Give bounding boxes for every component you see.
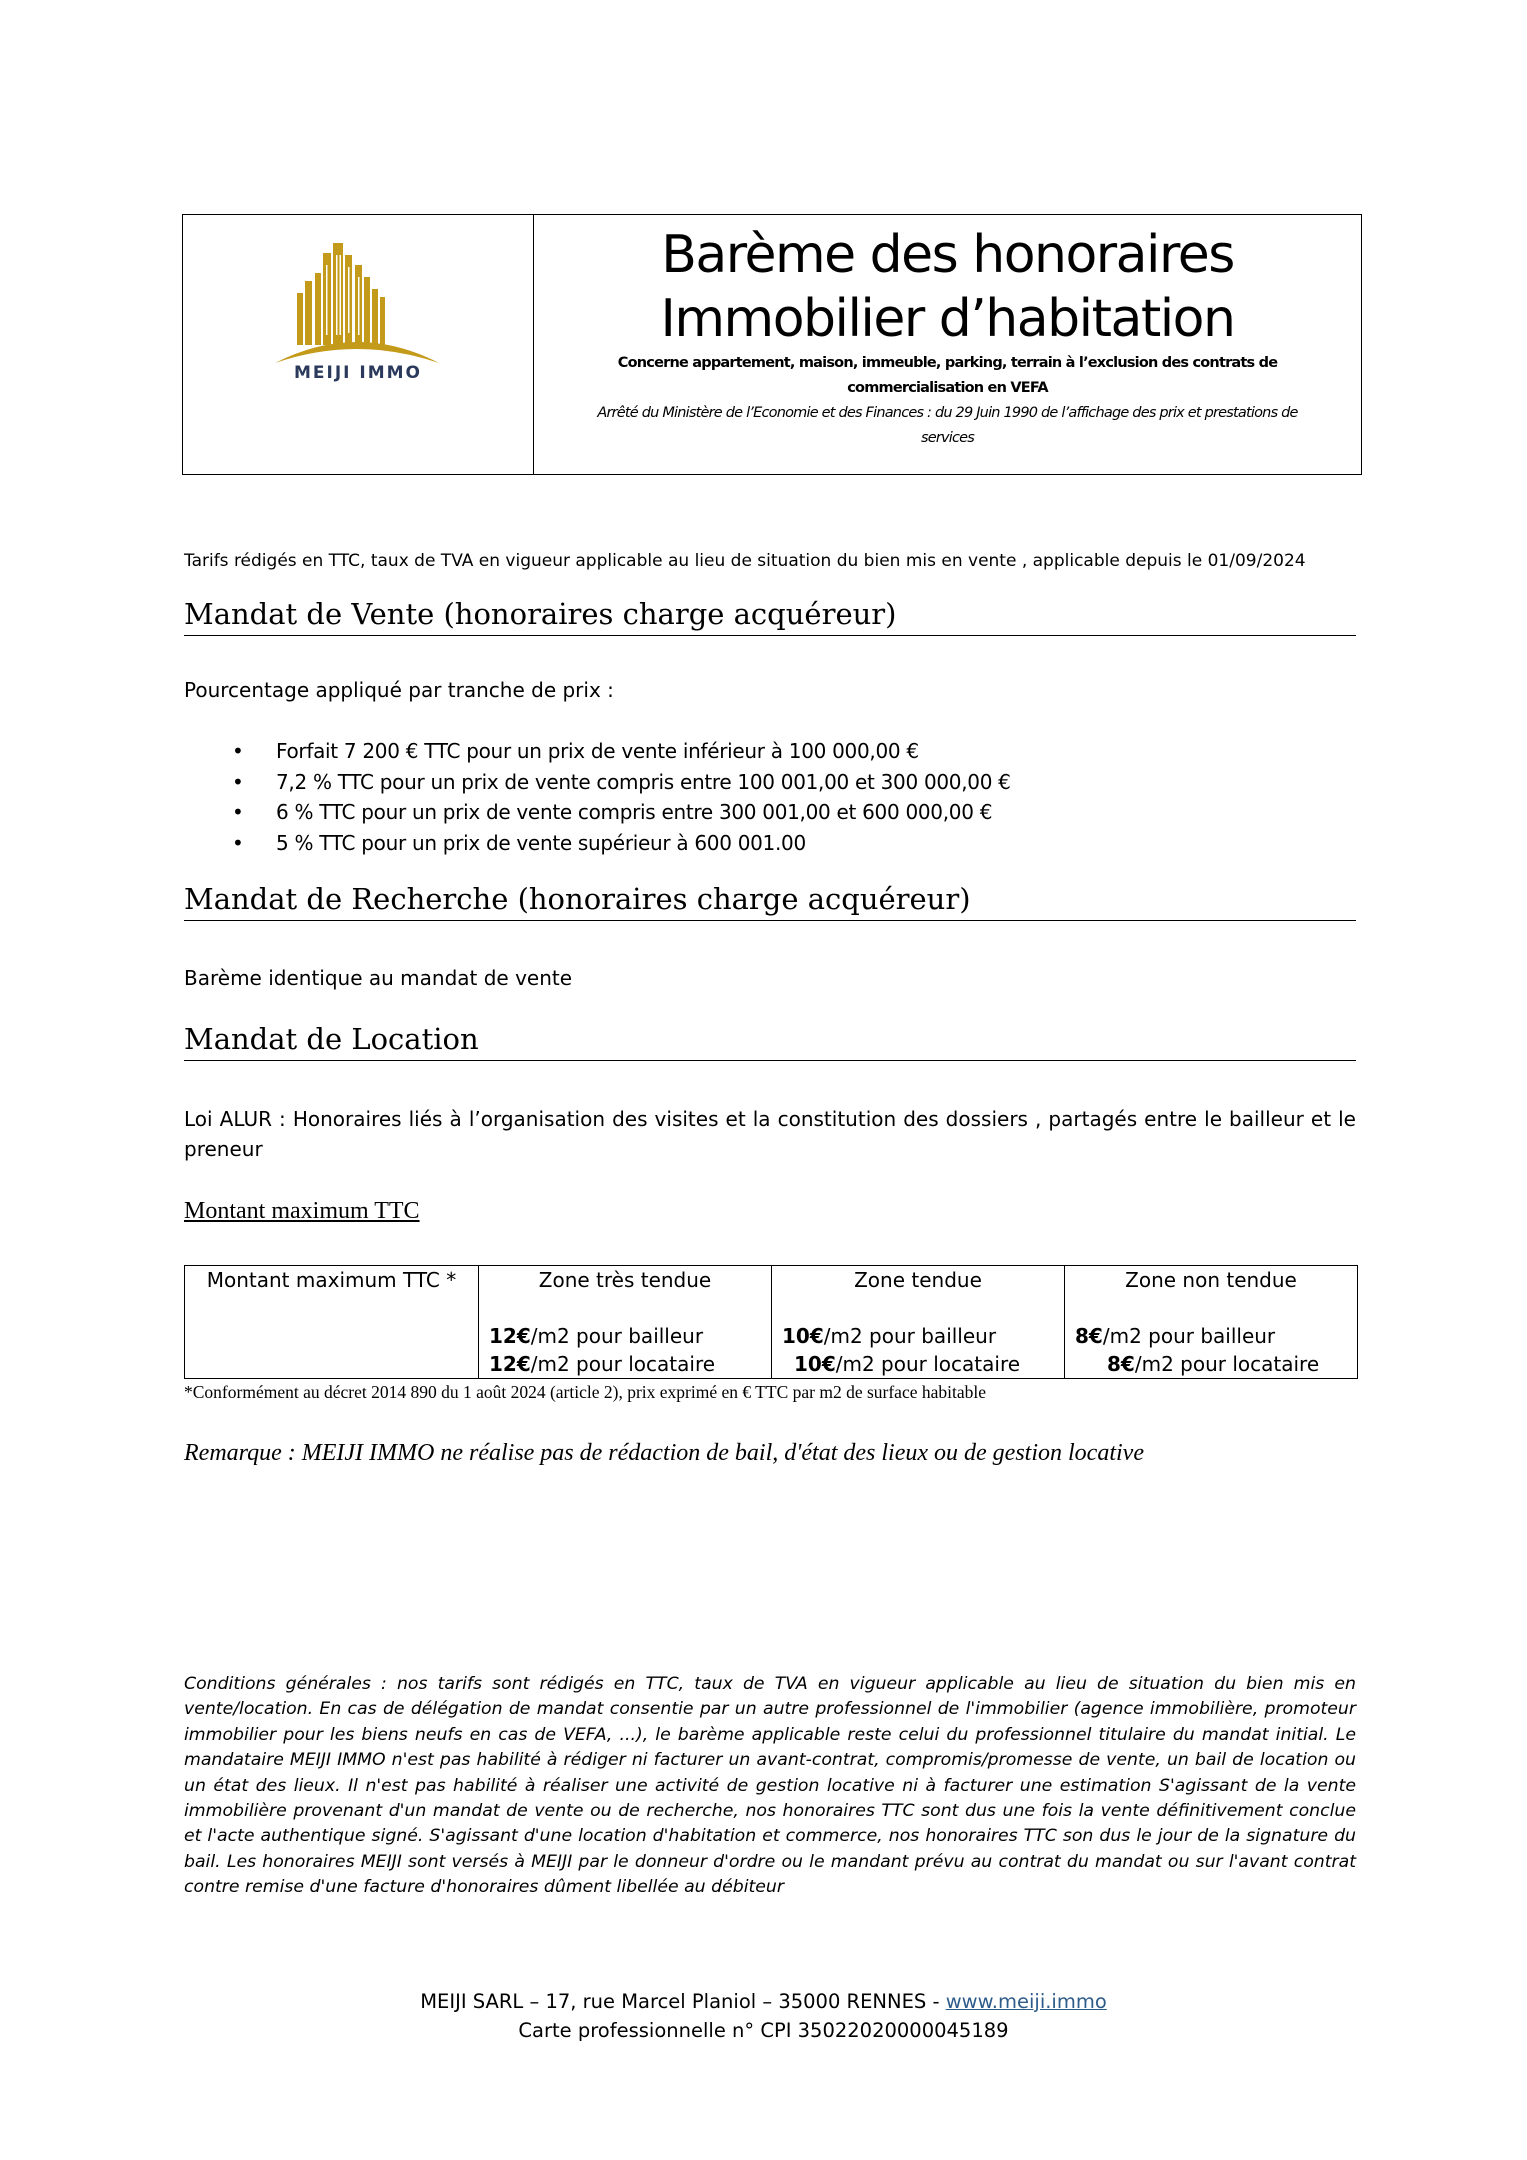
conditions-generales: Conditions générales : nos tarifs sont rédigés en TTC, taux de TVA en vigueur applicable au lieu de situation du bien mis en vente/location. En cas de délégation de mandat consentie par un autre professionnel de l'immobilier (agence immobilière, promoteur immobilier pour les biens neufs en cas de VEFA, ...), le barème applicable reste celui du professionnel titulaire du mandat initial. Le mandataire MEIJI IMMO n'est pas habilité à rédiger ni facturer un avant-contrat, compromis/promesse de vente, un bail de location ou un état des lieux. Il n'est pas habilité à réaliser une activité de gestion locative ni à facturer une estimation S'agissant de la vente immobilière provenant d'un mandat de vente ou de recherche, nos honoraires TTC sont dus une fois la vente définitivement conclue et l'acte authentique signé. S'agissant d'une location d'habitation et commerce, nos honoraires TTC son dus le jour de la signature du bail. Les honoraires MEIJI sont versés à MEIJI par le donneur d'ordre ou le mandant prévu au contrat du mandat ou sur l'avant contrat contre remise d'une facture d'honoraires dûment libellée au débiteur [184, 1674, 1356, 1898]
bullet-icon: • [232, 830, 244, 855]
section-heading-recherche: Mandat de Recherche (honoraires charge acquéreur) [184, 882, 1356, 921]
table-header-zone-tres-tendue: Zone très tendue [538, 1268, 712, 1292]
location-fee-table [184, 1265, 1358, 1379]
table-header-zone-tendue: Zone tendue [854, 1268, 982, 1292]
website-link[interactable]: www.meiji.immo [945, 1990, 1107, 2013]
footer-card-number: Carte professionnelle n° CPI 35022020000045189 [518, 2019, 1009, 2042]
table-header-montant: Montant maximum TTC * [185, 1266, 479, 1379]
zone-tres-tendue-cell [479, 1266, 772, 1379]
decree-footnote: *Conformément au décret 2014 890 du 1 août 2024 (article 2), prix exprimé en € TTC par m2 de surface habitable [184, 1382, 986, 1402]
loi-alur-text: Loi ALUR : Honoraires liés à l’organisation des visites et la constitution des dossiers , partagés entre le bailleur et le preneur [184, 1107, 1356, 1161]
rate-locataire: 12€/m2 pour locataire [489, 1352, 716, 1376]
decree-subtitle: Arrêté du Ministère de l’Economie et des Finances : du 29 Juin 1990 de l’affichage des prix et prestations de services [597, 405, 1298, 446]
recherche-text: Barème identique au mandat de vente [184, 966, 573, 990]
zone-tendue-cell [772, 1266, 1065, 1379]
montant-title: Montant maximum TTC [184, 1198, 420, 1224]
list-item: • 5 % TTC pour un prix de vente supérieur à 600 001.00 [184, 828, 1356, 859]
table-row [185, 1266, 1358, 1379]
scope-subtitle: Concerne appartement, maison, immeuble, parking, terrain à l’exclusion des contrats de commercialisation en VEFA [617, 355, 1278, 396]
logo-cell [183, 215, 534, 474]
title-line-1: Barème des honoraires [661, 225, 1234, 285]
header-box [182, 214, 1362, 475]
intro-text: Tarifs rédigés en TTC, taux de TVA en vigueur applicable au lieu de situation du bien mis en vente , applicable depuis le 01/09/2024 [184, 551, 1306, 571]
section-heading-location: Mandat de Location [184, 1022, 1356, 1061]
rate-bailleur: 8€/m2 pour bailleur [1075, 1324, 1276, 1348]
building-logo-icon [271, 235, 443, 365]
bullet-icon: • [232, 769, 244, 794]
footer [0, 1987, 1527, 2045]
footer-address: MEIJI SARL – 17, rue Marcel Planiol – 35000 RENNES - www.meiji.immo [420, 1990, 1107, 2013]
remarque-text: Remarque : MEIJI IMMO ne réalise pas de rédaction de bail, d'état des lieux ou de gestion locative [184, 1440, 1144, 1466]
rate-locataire: 8€/m2 pour locataire [1107, 1352, 1320, 1376]
list-item: • 6 % TTC pour un prix de vente compris entre 300 001,00 et 600 000,00 € [184, 797, 1356, 828]
bullet-icon: • [232, 800, 244, 824]
tranches-list [184, 736, 1356, 858]
vente-lead: Pourcentage appliqué par tranche de prix : [184, 678, 614, 702]
rate-bailleur: 12€/m2 pour bailleur [489, 1324, 704, 1348]
list-item: • 7,2 % TTC pour un prix de vente compris entre 100 001,00 et 300 000,00 € [184, 767, 1356, 798]
zone-non-tendue-cell [1065, 1266, 1358, 1379]
table-header-zone-non-tendue: Zone non tendue [1125, 1268, 1297, 1292]
rate-locataire: 10€/m2 pour locataire [794, 1352, 1021, 1376]
rate-bailleur: 10€/m2 pour bailleur [782, 1324, 997, 1348]
title-line-2: Immobilier d’habitation [660, 289, 1235, 349]
section-heading-vente: Mandat de Vente (honoraires charge acquéreur) [184, 597, 1356, 636]
bullet-icon: • [232, 739, 244, 763]
logo-text: MEIJI IMMO [293, 363, 423, 383]
list-item: • Forfait 7 200 € TTC pour un prix de vente inférieur à 100 000,00 € [184, 736, 1356, 767]
title-cell [534, 215, 1361, 474]
